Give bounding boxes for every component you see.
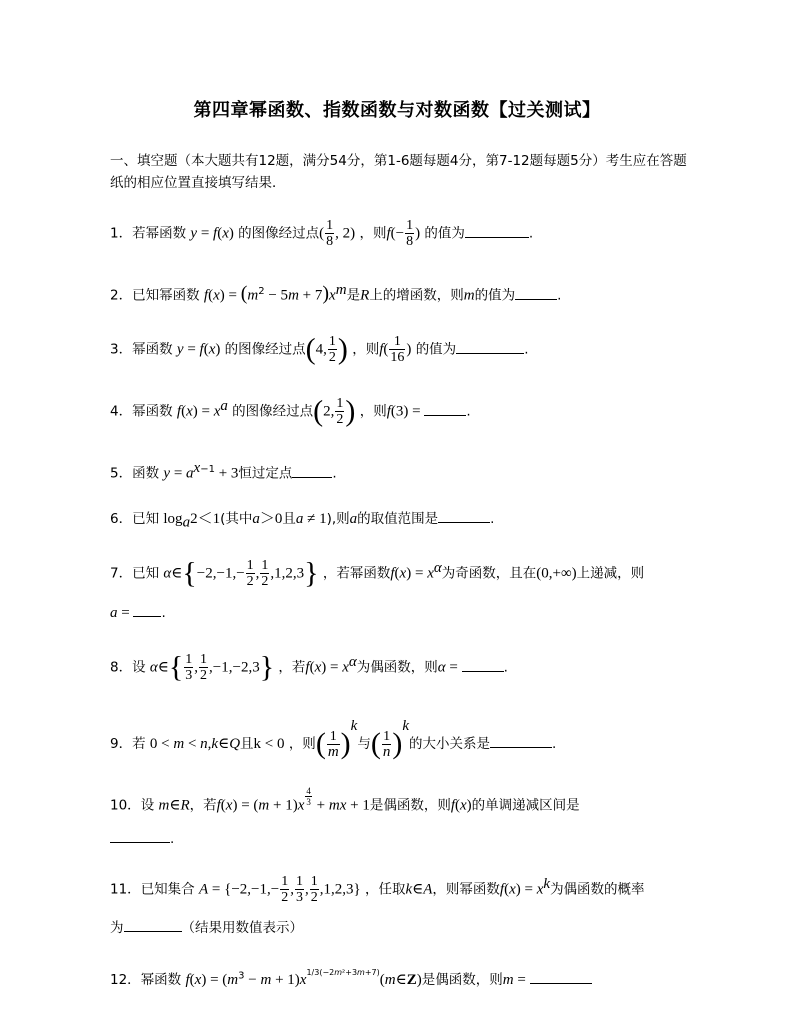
- question-10: 10．设 m∈R，若f(x) = (m + 1)x $^{\frac{4}{3}}$ + mx + 1是偶函数，则f(x)的单调递减区间是: [110, 786, 580, 814]
- document-title: 第四章幂函数、指数函数与对数函数【过关测试】: [193, 100, 601, 121]
- answer-blank[interactable]: [438, 510, 490, 523]
- question-11-continuation: 为 （结果用数值表示）: [110, 920, 303, 936]
- answer-blank[interactable]: [462, 659, 504, 672]
- answer-blank[interactable]: [133, 604, 161, 617]
- question-7: 7．已知 α∈{−2,−1,− $\frac{1}{2}$ , $\frac{1}{2}$ ,1,2,3} ，若幂函数$f(x) = x^\alpha$为奇函数，且在(0,+∞)上递减，则: [110, 556, 645, 590]
- question-5: 5．函数 $y = a^{x-1} + 3$恒过定点 .: [110, 460, 337, 482]
- question-8: 8．设 α∈{ $\frac{1}{3}$ , $\frac{1}{2}$ ,−1,−2,3} ，若$f(x) = x^\alpha$为偶函数，则α = .: [110, 650, 508, 684]
- question-1: 1．若幂函数 y = f(x) 的图像经过点( $\frac{1}{8}$ , 2) ，则f(− $\frac{1}{8}$ ) 的值为 .: [110, 218, 534, 249]
- question-4: 4．幂函数 $f(x) = x^a$ 的图像经过点(2, $\frac{1}{2}$ ) ，则f(3) = .: [110, 394, 471, 428]
- question-2: 2．已知幂函数 $f(x) = (m^2 - 5m + 7)x^m$是R上的增函数，则m的值为 .: [110, 282, 562, 305]
- answer-blank[interactable]: [110, 830, 170, 843]
- answer-blank[interactable]: [530, 971, 592, 984]
- question-9: 9．若 0 < m < n,k∈Q且k < 0 ，则( $\frac{1}{m}$ )$^k$与( $\frac{1}{n}$ )$^k$的大小关系是 .: [110, 718, 557, 760]
- answer-blank[interactable]: [124, 919, 182, 932]
- question-6: 6．已知 $\log_a2<1$(其中a＞0且a ≠ 1),则a的取值范围是 .: [110, 511, 495, 531]
- answer-blank[interactable]: [456, 341, 524, 354]
- answer-blank[interactable]: [490, 735, 552, 748]
- question-7-continuation: a = .: [110, 605, 166, 621]
- question-11: 11．已知集合 A = {−2,−1,− $\frac{1}{2}$ , $\frac{1}{3}$ , $\frac{1}{2}$ ,1,2,3} ，任取k∈A，则幂函数$f(x) = x^k$为偶函数的概率: [110, 874, 645, 905]
- answer-blank[interactable]: [465, 225, 529, 238]
- question-10-continuation: .: [110, 830, 174, 847]
- question-3: 3．幂函数 y = f(x) 的图像经过点(4, $\frac{1}{2}$ ) ，则f( $\frac{1}{16}$ ) 的值为 .: [110, 332, 529, 366]
- answer-blank[interactable]: [424, 403, 466, 416]
- answer-blank[interactable]: [515, 287, 557, 300]
- answer-blank[interactable]: [292, 465, 332, 478]
- question-12: 12．幂函数 $f(x) = (m^3 - m$ + $1)x^{1/3(-2m^2+3m+7)}(m\in Z)$是偶函数，则m =: [110, 968, 700, 989]
- section-heading: 一、填空题（本大题共有12题，满分54分，第1-6题每题4分，第7-12题每题5分）考生应在答题纸的相应位置直接填写结果．: [110, 153, 687, 191]
